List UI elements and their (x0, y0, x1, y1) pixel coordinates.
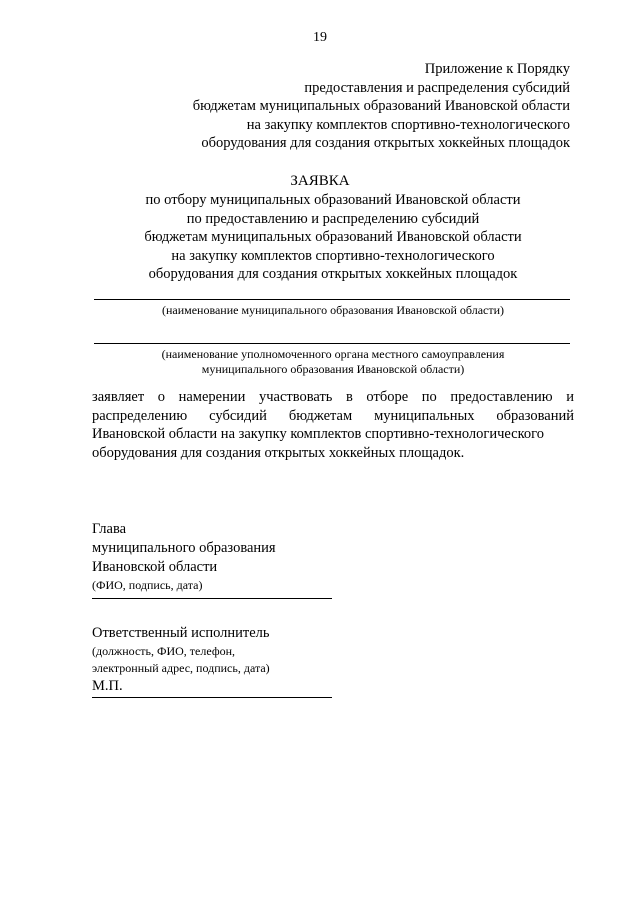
statement-line: распределению субсидий бюджетам муниципальных образований (92, 407, 574, 424)
authority-caption (0, 347, 640, 377)
head-signature-block (92, 520, 276, 594)
executor-signature-fill-line[interactable] (92, 697, 332, 698)
executor-signature-block (92, 624, 270, 696)
head-signature-fill-line[interactable] (92, 598, 332, 599)
application-title: ЗАЯВКА (290, 173, 350, 189)
appendix-line: предоставления и распределения субсидий (304, 79, 570, 96)
appendix-line: бюджетам муниципальных образований Ивановской области (192, 98, 570, 114)
subtitle-line: на закупку комплектов спортивно-технологического (171, 247, 495, 264)
appendix-header (193, 60, 570, 153)
page-number: 19 (313, 30, 327, 45)
authority-fill-line[interactable] (94, 343, 570, 344)
municipality-caption-text: (наименование муниципального образования Ивановской области) (161, 303, 505, 317)
executor-caption-line: электронный адрес, подпись, дата) (92, 661, 270, 675)
statement-line: Ивановской области на закупку комплектов спортивно-технологического (92, 426, 545, 443)
head-signature-caption: (ФИО, подпись, дата) (92, 578, 203, 592)
appendix-line: оборудования для создания открытых хоккейных площадок (201, 135, 570, 151)
stamp-label: М.П. (92, 678, 123, 694)
statement-line: заявляет о намерении участвовать в отборе по предоставлению и (92, 389, 574, 405)
municipality-fill-line[interactable] (94, 299, 570, 300)
subtitle-line: по предоставлению и распределению субсидий (186, 210, 480, 227)
authority-caption-line: (наименование уполномоченного органа местного самоуправления (161, 347, 505, 361)
executor-caption-line: (должность, ФИО, телефон, (92, 644, 236, 658)
head-signature-line: муниципального образования (92, 540, 276, 556)
head-signature-line: Ивановской области (92, 559, 218, 575)
statement-line: оборудования для создания открытых хоккейных площадок. (92, 445, 465, 462)
municipality-caption (0, 303, 640, 318)
appendix-line: на закупку комплектов спортивно-технологического (246, 116, 570, 133)
executor-title: Ответственный исполнитель (92, 625, 270, 641)
application-subtitle (0, 191, 640, 284)
subtitle-line: по отбору муниципальных образований Ивановской области (145, 192, 521, 208)
appendix-line: Приложение к Порядку (424, 61, 570, 77)
head-signature-line: Глава (92, 521, 127, 537)
authority-caption-line: муниципального образования Ивановской области) (201, 362, 465, 376)
statement-paragraph (92, 388, 574, 463)
subtitle-line: оборудования для создания открытых хоккейных площадок (148, 266, 518, 282)
subtitle-line: бюджетам муниципальных образований Ивановской области (144, 229, 522, 245)
